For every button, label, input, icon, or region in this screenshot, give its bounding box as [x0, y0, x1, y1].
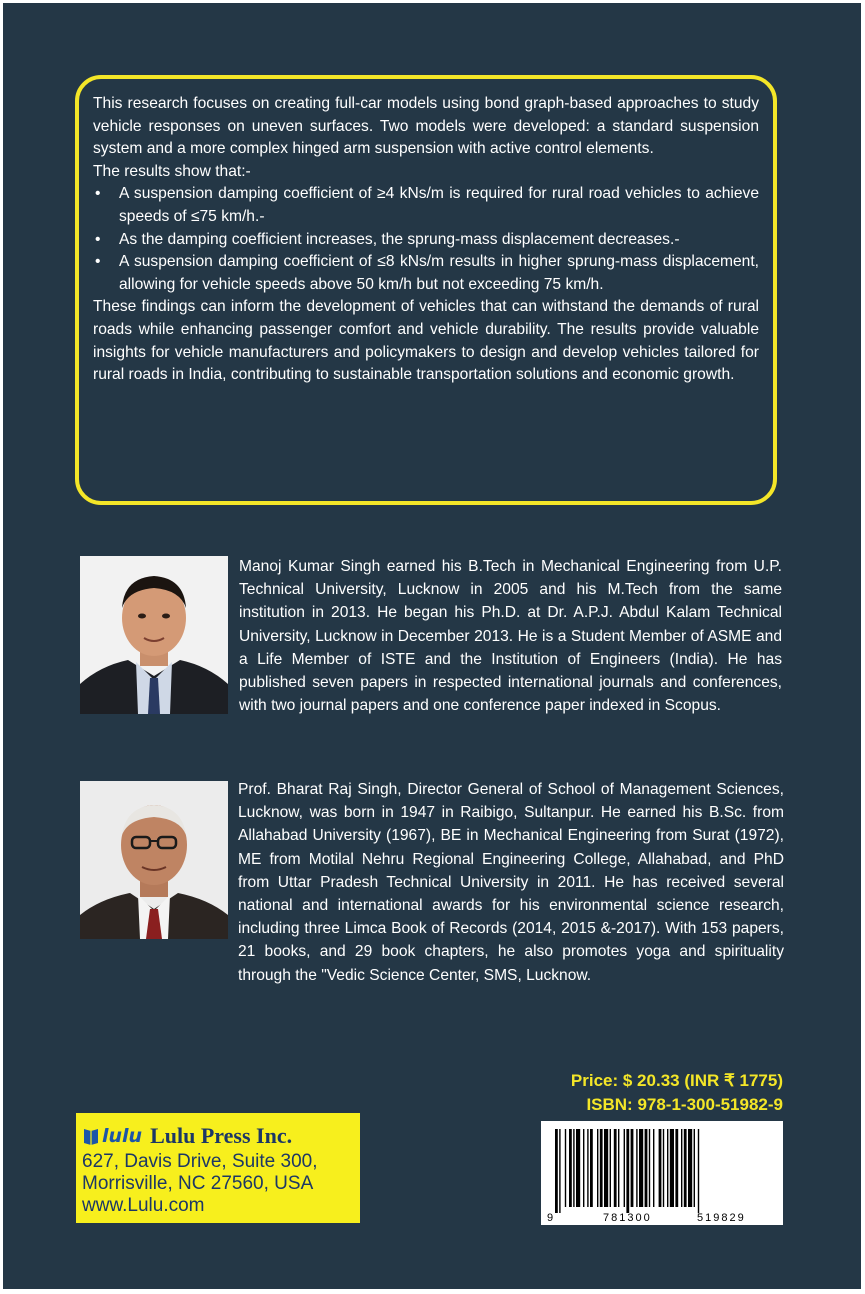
barcode-bar: [675, 1129, 678, 1207]
barcode-bar: [597, 1129, 598, 1207]
barcode-bar: [626, 1129, 629, 1213]
result-item: • As the damping coefficient increases, the sprung-mass displacement decreases.-: [93, 229, 759, 252]
barcode-bar: [645, 1129, 648, 1207]
publisher-website: www.Lulu.com: [82, 1195, 205, 1216]
barcode-bar: [684, 1129, 687, 1207]
barcode-bar: [583, 1129, 584, 1207]
publisher-address-line: Morrisville, NC 27560, USA: [82, 1173, 314, 1194]
barcode-bar: [565, 1129, 566, 1207]
bullet-icon: •: [95, 185, 101, 203]
barcode-bar: [631, 1129, 634, 1207]
barcode-bar: [639, 1129, 643, 1207]
barcode-bar: [614, 1129, 617, 1207]
barcode-bar: [688, 1129, 692, 1207]
barcode-bar: [573, 1129, 574, 1207]
bullet-icon: •: [95, 230, 101, 248]
publisher-header: [82, 1121, 354, 1151]
publisher-address-line: 627, Davis Drive, Suite 300,: [82, 1151, 318, 1172]
lulu-logo: [82, 1125, 142, 1147]
price-block: [503, 1069, 783, 1117]
barcode-bar: [681, 1129, 682, 1207]
barcode-bar: [624, 1129, 625, 1207]
barcode-bar: [569, 1129, 572, 1207]
barcode-bar: [636, 1129, 637, 1207]
barcode-bar: [610, 1129, 611, 1207]
barcode-digits-right: 519829: [697, 1212, 746, 1224]
barcode-bar: [559, 1129, 560, 1213]
barcode-bar: [587, 1129, 588, 1207]
isbn-label: ISBN: 978-1-300-51982-9: [586, 1095, 783, 1114]
results-list: [93, 183, 759, 296]
isbn-barcode: [541, 1121, 783, 1225]
abstract-box: [75, 75, 777, 505]
lulu-logo-text: lulu: [102, 1125, 143, 1147]
author-photo-manoj: [80, 556, 228, 714]
back-cover: [3, 3, 861, 1289]
book-icon: [82, 1126, 100, 1146]
barcode-graphic: [541, 1121, 783, 1225]
barcode-digits-left: 781300: [603, 1212, 652, 1224]
barcode-bar: [694, 1129, 695, 1207]
barcode-bar: [670, 1129, 674, 1207]
barcode-bar: [667, 1129, 668, 1207]
barcode-bar: [649, 1129, 650, 1207]
photo-spacer: [78, 778, 238, 964]
barcode-bar: [576, 1129, 580, 1207]
results-lead: The results show that:-: [93, 162, 251, 180]
barcode-bar: [618, 1129, 619, 1207]
barcode-bar: [600, 1129, 603, 1207]
publisher-box: [76, 1113, 360, 1223]
barcode-bar: [653, 1129, 654, 1207]
author-bio-bharat-wrap: [78, 778, 784, 987]
barcode-bar: [590, 1129, 593, 1207]
result-item: • A suspension damping coefficient of ≥4 kNs/m is required for rural road vehicles to achieve speeds of ≤75 km/h.-: [95, 185, 759, 225]
barcode-bar: [555, 1129, 558, 1213]
barcode-bar: [604, 1129, 608, 1207]
barcode-bar: [659, 1129, 662, 1207]
result-item: • A suspension damping coefficient of ≤8 kNs/m results in higher sprung-mass displacement, allowing for vehicle speeds above 50 km/h but not exceeding 75 km/h.: [95, 253, 759, 293]
author-bio-manoj: Manoj Kumar Singh earned his B.Tech in Mechanical Engineering from U.P. Technical University, Lucknow in 2005 and his M.Tech from the same institution in 2013. He began his Ph.D. at Dr. A.P.J. Abdul Kalam Technical University, Lucknow in December 2013. He is a Student Member of ASME and a Life Member of ISTE and the Institution of Engineers (India). He has published seven papers in respected international journals and conferences, with two journal papers and one conference paper indexed in Scopus.: [239, 558, 782, 715]
barcode-bar: [663, 1129, 664, 1207]
author-bio-bharat: Prof. Bharat Raj Singh, Director General of School of Management Sciences, Lucknow, was born in 1947 in Raibigo, Sultanpur. He earned his B.Sc. from Allahabad University (1967), BE in Mechanical Engineering from Surat (1972), ME from Motilal Nehru Regional Engineering College, Allahabad, and PhD from Uttar Pradesh Technical University in 2011. He has received several national and international awards for his environmental science research, including three Limca Book of Records (2014, 2015 &-2017). With 153 papers, 21 books, and 29 book chapters, he also promotes yoga and spirituality through the "Vedic Science Center, SMS, Lucknow.: [238, 781, 784, 984]
price-label: Price: $ 20.33 (INR ₹ 1775): [570, 1071, 783, 1090]
barcode-bar: [698, 1129, 699, 1213]
abstract-intro: This research focuses on creating full-car models using bond graph-based approaches to study vehicle responses on uneven surfaces. Two models were developed: a standard suspension system and a more complex hinged arm suspension with active control elements.: [93, 95, 759, 158]
bullet-icon: •: [95, 253, 101, 271]
publisher-name: Lulu Press Inc.: [150, 1123, 293, 1148]
barcode-digit-prefix: 9: [547, 1212, 554, 1224]
abstract-conclusion: These findings can inform the development of vehicles that can withstand the demands of rural roads while enhancing passenger comfort and vehicle durability. The results provide valuable insights for vehicle manufacturers and policymakers to design and develop vehicles tailored for rural roads in India, contributing to sustainable transportation solutions and economic growth.: [93, 298, 759, 384]
